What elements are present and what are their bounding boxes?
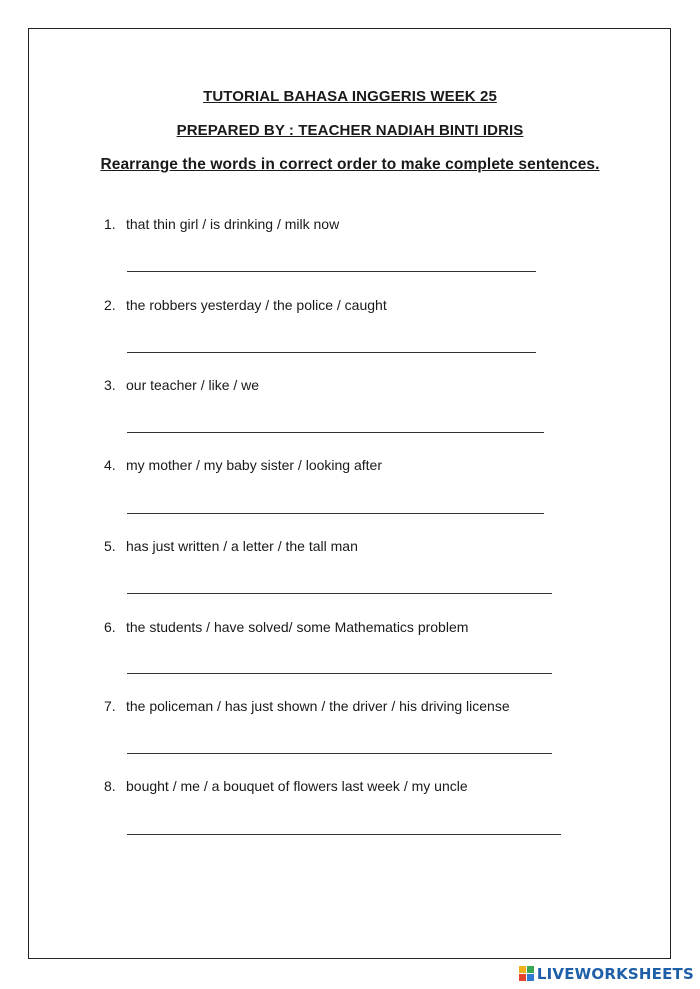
question-3 (104, 377, 259, 393)
answer-line-2[interactable] (127, 352, 536, 353)
prepared-by: PREPARED BY : TEACHER NADIAH BINTI IDRIS (176, 122, 524, 139)
question-number: 6. (104, 619, 116, 635)
instruction: Rearrange the words in correct order to make complete sentences. (100, 156, 600, 173)
question-text: the robbers yesterday / the police / caught (126, 297, 387, 313)
answer-line-1[interactable] (127, 271, 536, 272)
liveworksheets-logo-text: LIVEWORKSHEETS (536, 965, 694, 983)
question-5 (104, 538, 358, 554)
question-number: 8. (104, 778, 116, 794)
question-number: 3. (104, 377, 116, 393)
question-text: the students / have solved/ some Mathematics problem (126, 619, 469, 635)
question-2 (104, 297, 387, 313)
liveworksheets-logo (519, 964, 694, 984)
liveworksheets-logo-icon (519, 966, 535, 982)
question-text: the policeman / has just shown / the driver / his driving license (126, 698, 510, 714)
answer-line-8[interactable] (127, 834, 561, 835)
answer-line-5[interactable] (127, 593, 552, 594)
worksheet-title: TUTORIAL BAHASA INGGERIS WEEK 25 (203, 88, 497, 105)
answer-line-3[interactable] (127, 432, 544, 433)
question-text: my mother / my baby sister / looking after (126, 457, 382, 473)
question-number: 7. (104, 698, 116, 714)
question-1 (104, 216, 339, 232)
question-text: that thin girl / is drinking / milk now (126, 216, 340, 232)
question-number: 1. (104, 216, 116, 232)
question-text: has just written / a letter / the tall man (126, 538, 358, 554)
question-7 (104, 698, 510, 714)
question-number: 5. (104, 538, 116, 554)
question-text: bought / me / a bouquet of flowers last week / my uncle (126, 778, 468, 794)
answer-line-7[interactable] (127, 753, 552, 754)
question-8 (104, 778, 468, 794)
answer-line-6[interactable] (127, 673, 552, 674)
question-text: our teacher / like / we (126, 377, 260, 393)
question-6 (104, 619, 468, 635)
question-4 (104, 457, 382, 473)
question-number: 2. (104, 297, 116, 313)
answer-line-4[interactable] (127, 513, 544, 514)
question-number: 4. (104, 457, 116, 473)
